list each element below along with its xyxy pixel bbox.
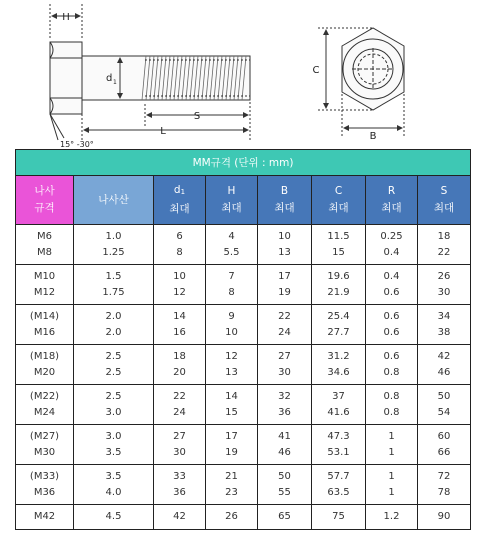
table-row xyxy=(16,225,471,265)
table-cell xyxy=(312,425,366,465)
cell-value: 1.25 xyxy=(102,246,125,258)
header-line2: 최대 xyxy=(381,202,402,214)
header-line2: 최대 xyxy=(328,202,349,214)
cell-value: (M27) xyxy=(29,430,60,442)
cell-value: 36 xyxy=(278,406,291,418)
table-cell xyxy=(206,425,258,465)
cell-value: 14 xyxy=(225,390,238,402)
header-line1: S xyxy=(440,185,448,197)
table-cell xyxy=(16,505,74,530)
cell-value: 19 xyxy=(225,446,238,458)
header-s xyxy=(418,176,471,225)
table-cell xyxy=(206,265,258,305)
table-cell xyxy=(312,345,366,385)
cell-value: 1.5 xyxy=(105,270,122,282)
table-cell xyxy=(74,265,154,305)
cell-value: 25.4 xyxy=(327,310,350,322)
spec-table-body xyxy=(16,225,471,530)
dim-label-b: B xyxy=(369,131,377,142)
cell-value: 8 xyxy=(228,286,235,298)
cell-value: 41 xyxy=(278,430,291,442)
cell-value: 4.0 xyxy=(105,486,122,498)
cell-value: 30 xyxy=(278,366,291,378)
header-thread-spec xyxy=(16,176,74,225)
table-cell xyxy=(206,225,258,265)
cell-value: 60 xyxy=(437,430,451,442)
cell-value: 1.0 xyxy=(105,230,122,242)
header-line1: C xyxy=(334,185,343,197)
dim-label-l: L xyxy=(160,126,166,137)
table-cell xyxy=(366,305,418,345)
table-cell xyxy=(206,385,258,425)
cell-value: 22 xyxy=(173,390,186,402)
cell-value: 0.8 xyxy=(383,406,400,418)
cell-value: 17 xyxy=(225,430,238,442)
table-cell xyxy=(74,225,154,265)
table-cell xyxy=(16,345,74,385)
cell-value: 41.6 xyxy=(327,406,350,418)
table-row xyxy=(16,505,471,530)
table-cell xyxy=(258,305,312,345)
cell-value: 31.2 xyxy=(327,350,350,362)
cell-value: 16 xyxy=(173,326,186,338)
table-row xyxy=(16,385,471,425)
table-cell xyxy=(16,305,74,345)
header-line2: 규격 xyxy=(34,202,55,214)
cell-value: 24 xyxy=(173,406,186,418)
cell-value: 65 xyxy=(278,511,291,522)
cell-value: 13 xyxy=(225,366,238,378)
cell-value: 4 xyxy=(228,230,235,242)
table-cell xyxy=(312,225,366,265)
table-row xyxy=(16,465,471,505)
cell-value: 55 xyxy=(278,486,291,498)
cell-value: 78 xyxy=(437,486,451,498)
cell-value: 5.5 xyxy=(223,246,240,258)
cell-value: 14 xyxy=(173,310,186,322)
cell-value: 0.6 xyxy=(383,310,400,322)
cell-value: (M18) xyxy=(29,350,60,362)
table-cell xyxy=(74,385,154,425)
cell-value: 20 xyxy=(173,366,186,378)
bolt-end-view xyxy=(318,28,404,136)
table-cell xyxy=(258,505,312,530)
cell-value: 0.6 xyxy=(383,286,400,298)
cell-value: 22 xyxy=(278,310,291,322)
table-cell xyxy=(16,225,74,265)
cell-value: 2.5 xyxy=(105,350,122,362)
cell-value: 27 xyxy=(278,350,291,362)
dim-label-angle: 15° -30° xyxy=(60,140,94,149)
table-cell xyxy=(154,305,206,345)
cell-value: 7 xyxy=(228,270,235,282)
cell-value: 3.0 xyxy=(105,406,122,418)
cell-value: 30 xyxy=(173,446,186,458)
cell-value: 24 xyxy=(278,326,291,338)
cell-value: 10 xyxy=(173,270,186,282)
table-cell xyxy=(312,385,366,425)
cell-value: 11.5 xyxy=(327,230,350,242)
table-cell xyxy=(418,265,471,305)
cell-value: 36 xyxy=(173,486,186,498)
cell-value: 0.6 xyxy=(383,326,400,338)
header-line1: R xyxy=(387,185,396,197)
cell-value: 2.5 xyxy=(105,366,122,378)
cell-value: 15 xyxy=(225,406,238,418)
cell-value: 46 xyxy=(278,446,291,458)
table-cell xyxy=(258,385,312,425)
cell-value: 12 xyxy=(225,350,238,362)
cell-value: M42 xyxy=(33,511,56,522)
cell-value: M16 xyxy=(33,326,56,338)
cell-value: 90 xyxy=(437,511,451,522)
dim-label-s: S xyxy=(193,111,201,122)
table-cell xyxy=(16,265,74,305)
cell-value: 2.5 xyxy=(105,390,122,402)
cell-value: 9 xyxy=(228,310,235,322)
cell-value: 2.0 xyxy=(105,310,122,322)
table-cell xyxy=(312,505,366,530)
header-line2: 최대 xyxy=(221,202,242,214)
table-cell xyxy=(16,425,74,465)
cell-value: (M33) xyxy=(29,470,60,482)
table-cell xyxy=(154,505,206,530)
header-line1: d xyxy=(173,184,181,196)
cell-value: 54 xyxy=(437,406,451,418)
cell-value: 27.7 xyxy=(327,326,350,338)
cell-value: 2.0 xyxy=(105,326,122,338)
cell-value: 42 xyxy=(173,511,186,522)
cell-value: M24 xyxy=(33,406,56,418)
cell-value: 30 xyxy=(437,286,451,298)
table-cell xyxy=(154,265,206,305)
table-cell xyxy=(154,345,206,385)
cell-value: (M22) xyxy=(29,390,60,402)
cell-value: 26 xyxy=(225,511,238,522)
cell-value: 0.4 xyxy=(383,246,400,258)
header-line1: 나사 xyxy=(34,185,55,197)
cell-value: 34 xyxy=(437,310,451,322)
header-line1: B xyxy=(280,185,289,197)
cell-value: 18 xyxy=(437,230,451,242)
cell-value: 18 xyxy=(173,350,186,362)
table-cell xyxy=(74,465,154,505)
cell-value: M8 xyxy=(37,246,52,258)
cell-value: 3.5 xyxy=(105,470,122,482)
cell-value: 63.5 xyxy=(327,486,350,498)
table-cell xyxy=(366,505,418,530)
table-cell xyxy=(418,225,471,265)
cell-value: 1 xyxy=(388,430,395,442)
cell-value: 15 xyxy=(332,246,345,258)
dim-label-d-sub: 1 xyxy=(113,79,117,86)
cell-value: 1 xyxy=(388,470,395,482)
table-cell xyxy=(206,305,258,345)
cell-value: 0.4 xyxy=(383,270,400,282)
cell-value: M36 xyxy=(33,486,56,498)
cell-value: 32 xyxy=(278,390,291,402)
cell-value: 53.1 xyxy=(327,446,350,458)
table-cell xyxy=(418,505,471,530)
table-cell xyxy=(366,225,418,265)
table-cell xyxy=(154,465,206,505)
cell-value: 0.25 xyxy=(380,230,403,242)
table-cell xyxy=(16,385,74,425)
cell-value: 21 xyxy=(225,470,238,482)
cell-value: 19 xyxy=(278,286,291,298)
cell-value: 57.7 xyxy=(327,470,350,482)
table-cell xyxy=(312,265,366,305)
cell-value: M12 xyxy=(33,286,56,298)
cell-value: 26 xyxy=(437,270,451,282)
cell-value: 0.8 xyxy=(383,366,400,378)
header-b xyxy=(258,176,312,225)
header-row xyxy=(16,176,471,225)
table-cell xyxy=(206,345,258,385)
table-cell xyxy=(154,225,206,265)
table-cell xyxy=(366,265,418,305)
bolt-side-view xyxy=(50,4,250,140)
table-row xyxy=(16,305,471,345)
table-cell xyxy=(74,305,154,345)
table-cell xyxy=(366,425,418,465)
table-cell xyxy=(418,465,471,505)
cell-value: 17 xyxy=(278,270,291,282)
table-cell xyxy=(366,465,418,505)
cell-value: M30 xyxy=(33,446,56,458)
cell-value: 33 xyxy=(173,470,186,482)
cell-value: 1.75 xyxy=(102,286,125,298)
table-cell xyxy=(258,345,312,385)
header-line2: 최대 xyxy=(433,202,455,214)
header-line1: 나사산 xyxy=(98,193,129,206)
cell-value: 4.5 xyxy=(105,511,122,522)
cell-value: 13 xyxy=(278,246,291,258)
cell-value: 3.5 xyxy=(105,446,122,458)
table-cell xyxy=(74,345,154,385)
table-cell xyxy=(258,465,312,505)
table-cell xyxy=(312,305,366,345)
bolt-dimension-drawing xyxy=(0,0,482,150)
header-line2: 최대 xyxy=(169,203,190,215)
header-sub: 1 xyxy=(180,188,186,196)
cell-value: 42 xyxy=(437,350,451,362)
cell-value: 8 xyxy=(176,246,183,258)
cell-value: 66 xyxy=(437,446,451,458)
header-line1: H xyxy=(227,185,236,197)
table-cell xyxy=(206,465,258,505)
table-cell xyxy=(418,385,471,425)
header-d1 xyxy=(154,176,206,225)
header-r xyxy=(366,176,418,225)
table-cell xyxy=(154,385,206,425)
header-h xyxy=(206,176,258,225)
table-row xyxy=(16,345,471,385)
table-cell xyxy=(258,265,312,305)
dim-label-c: C xyxy=(312,65,320,76)
header-pitch xyxy=(74,176,154,225)
cell-value: 34.6 xyxy=(327,366,350,378)
cell-value: 3.0 xyxy=(105,430,122,442)
table-cell xyxy=(74,505,154,530)
cell-value: 23 xyxy=(225,486,238,498)
table-cell xyxy=(366,345,418,385)
cell-value: 72 xyxy=(437,470,451,482)
cell-value: 12 xyxy=(173,286,186,298)
table-cell xyxy=(418,345,471,385)
cell-value: M10 xyxy=(33,270,56,282)
cell-value: 0.6 xyxy=(383,350,400,362)
cell-value: 50 xyxy=(437,390,451,402)
cell-value: 10 xyxy=(225,326,238,338)
cell-value: 50 xyxy=(278,470,291,482)
table-cell xyxy=(74,425,154,465)
cell-value: 38 xyxy=(437,326,451,338)
cell-value: 27 xyxy=(173,430,186,442)
table-row xyxy=(16,265,471,305)
cell-value: 22 xyxy=(437,246,451,258)
dim-label-d: d xyxy=(106,73,113,84)
table-cell xyxy=(312,465,366,505)
cell-value: 37 xyxy=(332,390,345,402)
bolt-spec-table xyxy=(15,149,471,530)
cell-value: 6 xyxy=(176,230,183,242)
cell-value: (M14) xyxy=(29,310,60,322)
cell-value: 1 xyxy=(388,446,395,458)
table-cell xyxy=(366,385,418,425)
table-cell xyxy=(418,425,471,465)
header-line2: 최대 xyxy=(274,202,295,214)
table-cell xyxy=(258,425,312,465)
cell-value: 75 xyxy=(332,511,345,522)
table-cell xyxy=(16,465,74,505)
cell-value: 1.2 xyxy=(383,511,400,522)
header-c xyxy=(312,176,366,225)
table-title: MM규격 (단위 : mm) xyxy=(16,150,471,176)
cell-value: 1 xyxy=(388,486,395,498)
cell-value: 19.6 xyxy=(327,270,350,282)
table-cell xyxy=(418,305,471,345)
cell-value: 46 xyxy=(437,366,451,378)
table-cell xyxy=(206,505,258,530)
cell-value: 10 xyxy=(278,230,291,242)
cell-value: M6 xyxy=(37,230,52,242)
cell-value: 0.8 xyxy=(383,390,400,402)
cell-value: 21.9 xyxy=(327,286,350,298)
dim-label-h: H xyxy=(62,12,70,23)
table-row xyxy=(16,425,471,465)
cell-value: M20 xyxy=(33,366,56,378)
cell-value: 47.3 xyxy=(327,430,350,442)
table-cell xyxy=(258,225,312,265)
table-cell xyxy=(154,425,206,465)
